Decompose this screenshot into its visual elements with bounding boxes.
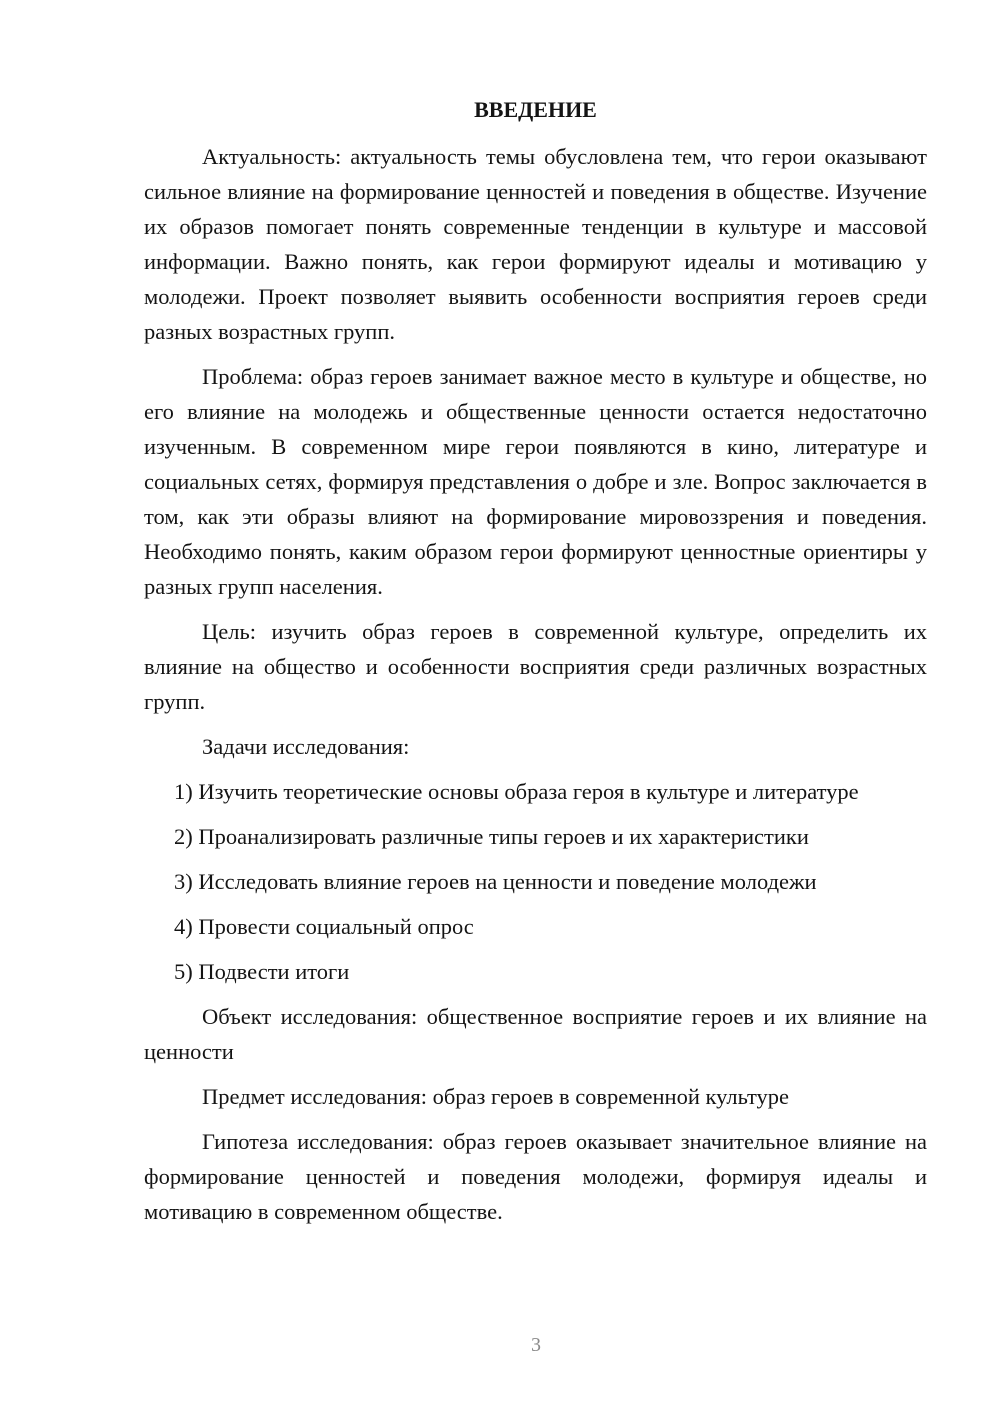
list-item: 5) Подвести итоги (174, 959, 350, 984)
tasks-list (144, 774, 927, 989)
page-title: ВВЕДЕНИЕ (474, 97, 597, 122)
list-item: 4) Провести социальный опрос (174, 914, 474, 939)
list-item: 2) Проанализировать различные типы героев и их характеристики (174, 824, 809, 849)
paragraph-relevance: Актуальность: актуальность темы обусловлена тем, что герои оказывают сильное влияние на формирование ценностей и поведения в обществе. Изучение их образов помогает понять современные тенденции в культуре и массовой информации. Важно понять, как герои формируют идеалы и мотивацию у молодежи. Проект позволяет выявить особенности восприятия героев среди разных возрастных групп. (144, 144, 927, 344)
tasks-heading: Задачи исследования: (202, 734, 410, 759)
page-number: 3 (531, 1334, 541, 1356)
paragraph-object: Объект исследования: общественное восприятие героев и их влияние на ценности (144, 1004, 927, 1064)
list-item: 1) Изучить теоретические основы образа героя в культуре и литературе (174, 779, 859, 804)
list-item: 3) Исследовать влияние героев на ценности и поведение молодежи (174, 869, 817, 894)
page-content (144, 95, 927, 1239)
paragraph-goal: Цель: изучить образ героев в современной культуре, определить их влияние на общество и особенности восприятия среди различных возрастных групп. (144, 619, 927, 714)
paragraph-subject: Предмет исследования: образ героев в современной культуре (202, 1084, 790, 1109)
paragraph-hypothesis: Гипотеза исследования: образ героев оказывает значительное влияние на формирование ценностей и поведения молодежи, формируя идеалы и мотивацию в современном обществе. (144, 1129, 927, 1224)
paragraph-problem: Проблема: образ героев занимает важное место в культуре и обществе, но его влияние на молодежь и общественные ценности остается недостаточно изученным. В современном мире герои появляются в кино, литературе и социальных сетях, формируя представления о добре и зле. Вопрос заключается в том, как эти образы влияют на формирование мировоззрения и поведения. Необходимо понять, каким образом герои формируют ценностные ориентиры у разных групп населения. (144, 364, 927, 599)
